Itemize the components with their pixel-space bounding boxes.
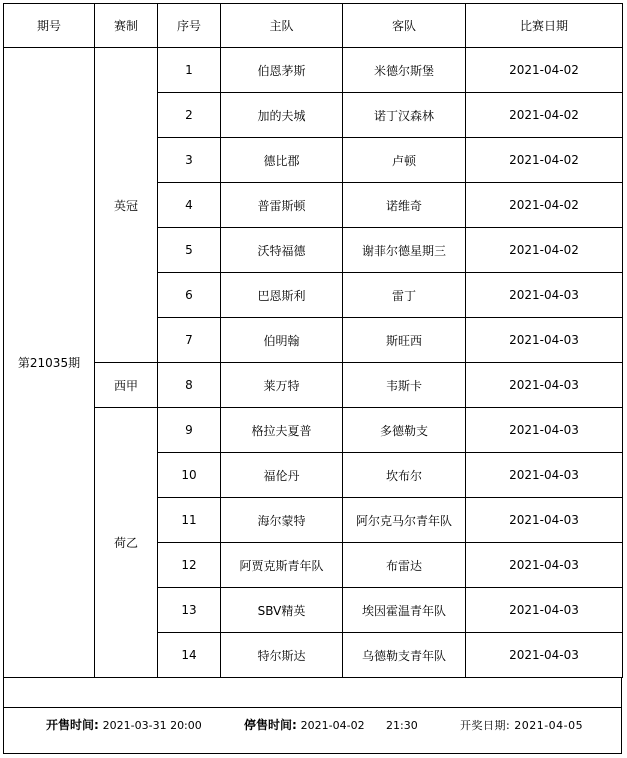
away-team: 诺丁汉森林 (343, 93, 466, 138)
sale-close-label: 停售时间: (244, 718, 297, 732)
draw-date (460, 708, 583, 743)
away-team: 斯旺西 (343, 318, 466, 363)
home-team: 莱万特 (221, 363, 343, 408)
match-number: 10 (158, 453, 221, 498)
competition-cell-laliga: 西甲 (95, 363, 158, 408)
home-team: 巴恩斯利 (221, 273, 343, 318)
match-number: 3 (158, 138, 221, 183)
match-date: 2021-04-03 (466, 543, 623, 588)
away-team: 坎布尔 (343, 453, 466, 498)
away-team: 卢顿 (343, 138, 466, 183)
sale-close-time-value: 21:30 (386, 719, 418, 732)
table-row (4, 408, 623, 453)
home-team: 福伦丹 (221, 453, 343, 498)
sale-open-time (46, 708, 202, 743)
match-number: 11 (158, 498, 221, 543)
match-date: 2021-04-02 (466, 138, 623, 183)
away-team: 埃因霍温青年队 (343, 588, 466, 633)
header-match-date: 比赛日期 (466, 4, 623, 48)
header-away-team: 客队 (343, 4, 466, 48)
match-number: 13 (158, 588, 221, 633)
competition-cell-eerste: 荷乙 (95, 408, 158, 678)
away-team: 布雷达 (343, 543, 466, 588)
draw-date-text: 开奖日期: 2021-04-05 (460, 719, 584, 732)
schedule-table (3, 3, 623, 678)
home-team: 阿贾克斯青年队 (221, 543, 343, 588)
match-date: 2021-04-03 (466, 498, 623, 543)
match-number: 14 (158, 633, 221, 678)
home-team: 德比郡 (221, 138, 343, 183)
away-team: 雷丁 (343, 273, 466, 318)
away-team: 韦斯卡 (343, 363, 466, 408)
period-cell: 第21035期 (4, 48, 95, 678)
home-team: 格拉夫夏普 (221, 408, 343, 453)
header-competition: 赛制 (95, 4, 158, 48)
sale-close-clock (386, 708, 418, 743)
match-number: 9 (158, 408, 221, 453)
table-row (4, 48, 623, 93)
header-row (4, 4, 623, 48)
home-team: SBV精英 (221, 588, 343, 633)
match-date: 2021-04-03 (466, 273, 623, 318)
blank-row (3, 677, 622, 707)
match-number: 8 (158, 363, 221, 408)
header-home-team: 主队 (221, 4, 343, 48)
home-team: 普雷斯顿 (221, 183, 343, 228)
match-number: 2 (158, 93, 221, 138)
away-team: 多德勒支 (343, 408, 466, 453)
match-date: 2021-04-03 (466, 363, 623, 408)
match-date: 2021-04-03 (466, 318, 623, 363)
match-number: 6 (158, 273, 221, 318)
home-team: 伯明翰 (221, 318, 343, 363)
match-number: 12 (158, 543, 221, 588)
competition-cell-premier: 英冠 (95, 48, 158, 363)
header-index: 序号 (158, 4, 221, 48)
table-row (4, 363, 623, 408)
away-team: 阿尔克马尔青年队 (343, 498, 466, 543)
sale-close-date: 2021-04-02 (300, 719, 365, 732)
home-team: 沃特福德 (221, 228, 343, 273)
away-team: 米德尔斯堡 (343, 48, 466, 93)
sale-open-label: 开售时间: (46, 718, 99, 732)
home-team: 加的夫城 (221, 93, 343, 138)
match-date: 2021-04-03 (466, 408, 623, 453)
sale-open-value: 2021-03-31 20:00 (102, 719, 202, 732)
away-team: 乌德勒支青年队 (343, 633, 466, 678)
home-team: 伯恩茅斯 (221, 48, 343, 93)
match-date: 2021-04-02 (466, 93, 623, 138)
match-date: 2021-04-03 (466, 633, 623, 678)
match-date: 2021-04-02 (466, 183, 623, 228)
match-number: 5 (158, 228, 221, 273)
away-team: 诺维奇 (343, 183, 466, 228)
sale-close-time (244, 708, 365, 743)
match-date: 2021-04-02 (466, 228, 623, 273)
match-number: 7 (158, 318, 221, 363)
match-date: 2021-04-02 (466, 48, 623, 93)
home-team: 特尔斯达 (221, 633, 343, 678)
match-number: 1 (158, 48, 221, 93)
away-team: 谢菲尔德星期三 (343, 228, 466, 273)
match-date: 2021-04-03 (466, 453, 623, 498)
match-number: 4 (158, 183, 221, 228)
header-period: 期号 (4, 4, 95, 48)
sale-info-footer (3, 707, 622, 754)
match-date: 2021-04-03 (466, 588, 623, 633)
home-team: 海尔蒙特 (221, 498, 343, 543)
